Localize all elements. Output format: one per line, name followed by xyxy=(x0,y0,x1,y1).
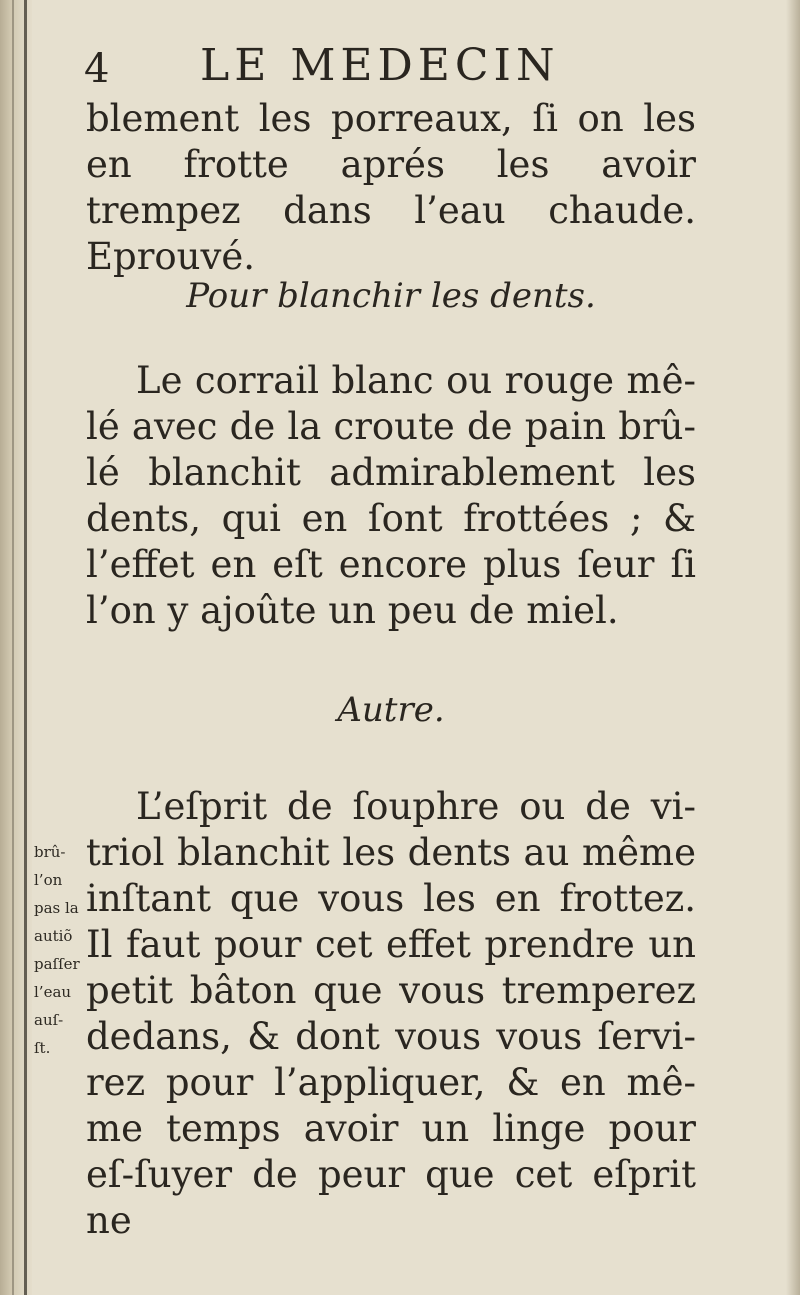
margin-note-line: l’eau xyxy=(34,983,72,1001)
page-edge-shadow xyxy=(786,0,800,1295)
paragraph-3 xyxy=(86,784,696,1244)
margin-note-line: l’on xyxy=(34,871,63,889)
page-binding-shadow xyxy=(0,0,32,1295)
running-title: LE MEDECIN xyxy=(200,40,560,91)
section-heading-autre: Autre. xyxy=(337,690,445,730)
margin-note-line: paſſer xyxy=(34,955,80,973)
paragraph-1-text: blement les porreaux, ſi on les en frotte aprés les avoir trempez dans l’eau chaude. Eprouvé. xyxy=(86,97,696,278)
page-header xyxy=(84,40,704,100)
margin-note-line: pas la xyxy=(34,899,79,917)
section-heading-whiten-teeth: Pour blanchir les dents. xyxy=(186,276,596,316)
gutter-line-secondary xyxy=(12,0,14,1295)
margin-note-line: brû- xyxy=(34,843,66,861)
paragraph-1 xyxy=(86,96,696,280)
paragraph-2 xyxy=(86,358,696,634)
margin-note xyxy=(34,838,90,1062)
gutter-line xyxy=(24,0,27,1295)
paragraph-3-text: L’eſprit de ſouphre ou de vi-triol blanchit les dents au même inſtant que vous les en frottez. Il faut pour cet effet prendre un petit bâton que vous tremperez dedans, & dont vous vous ſervi-rez pour l’appliquer, & en mê-me temps avoir un linge pour eſ-ſuyer de peur que cet eſprit ne xyxy=(86,785,696,1242)
paragraph-2-text: Le corrail blanc ou rouge mê-lé avec de la croute de pain brû-lé blanchit admirablement les dents, qui en ſont frottées ; & l’effet en eſt encore plus ſeur ſi l’on y ajoûte un peu de miel. xyxy=(86,359,696,632)
margin-note-line: ſt. xyxy=(34,1039,51,1057)
margin-note-line: auſ- xyxy=(34,1011,64,1029)
page-number: 4 xyxy=(84,46,110,92)
margin-note-line: autiõ xyxy=(34,927,73,945)
